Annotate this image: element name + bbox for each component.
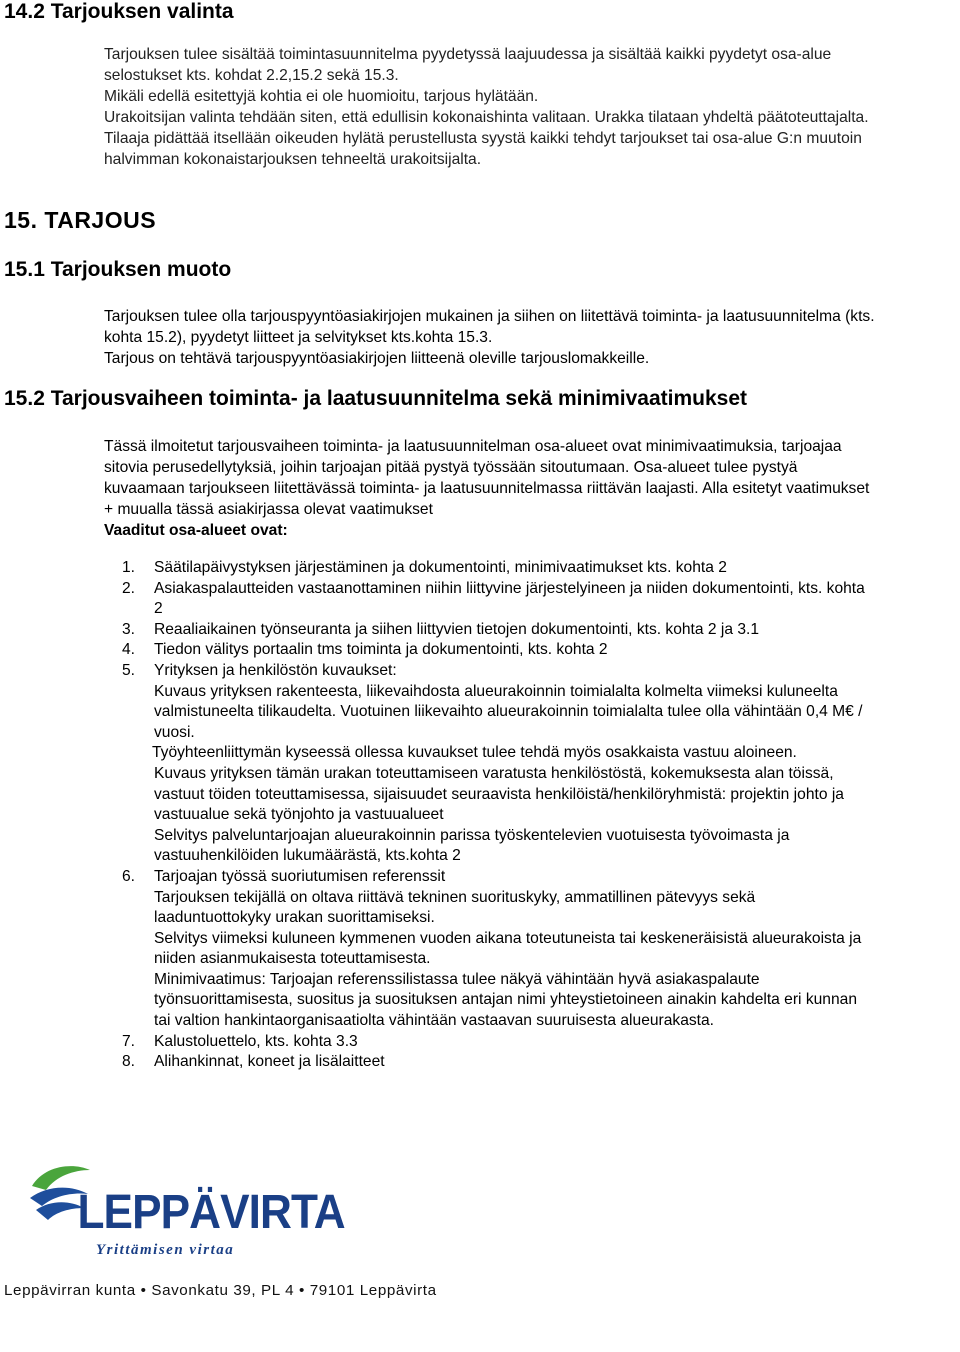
list-text: Reaaliaikainen työnseuranta ja siihen liittyvien tietojen dokumentointi, kts. kohta 2 ja 3.1 xyxy=(154,620,760,638)
list-subparagraph: Tarjouksen tekijällä on oltava riittävä tekninen suorituskyky, ammatillinen pätevyys sekä laaduntuottokyky urakan suorittamiseksi. xyxy=(154,888,756,927)
requirements-list xyxy=(104,558,874,1073)
list-text: Asiakaspalautteiden vastaanottaminen niihin liittyvine järjestelyineen ja niiden dokumentointi, kts. kohta 2 xyxy=(154,579,865,618)
section-15-2-intro xyxy=(104,436,880,541)
list-text: Säätilapäivystyksen järjestäminen ja dokumentointi, minimivaatimukset kts. kohta 2 xyxy=(154,559,727,576)
list-number: 5. xyxy=(122,661,136,679)
logo-wordmark: LEPPÄVIRTA xyxy=(77,1184,345,1239)
logo-tagline: Yrittämisen virtaa xyxy=(96,1242,235,1258)
list-item xyxy=(104,640,874,661)
heading-15-1: 15.1 Tarjouksen muoto xyxy=(4,258,232,281)
list-subparagraph: Selvitys viimeksi kuluneen kymmenen vuoden aikana toteutuneista tai keskeneräisistä alueurakoista ja niiden asianmukaisesta toteuttamisesta. xyxy=(154,929,862,968)
list-subparagraph: Kuvaus yrityksen rakenteesta, liikevaihdosta alueurakoinnin toimialalta kolmelta viimeksi kuluneelta valmistuneelta tilikaudelta. Vuotuinen liikevaihto alueurakoinnin toimialalta tulee olla vähintään 0,4 M€ / vuosi. xyxy=(154,682,863,741)
required-label: Vaaditut osa-alueet ovat: xyxy=(104,522,288,539)
list-subparagraph: Työyhteenliittymän kyseessä ollessa kuvaukset tulee tehdä myös osakkaista vastuu aloineen. xyxy=(152,744,797,762)
list-text: Kalustoluettelo, kts. kohta 3.3 xyxy=(154,1032,358,1050)
list-number: 1. xyxy=(122,559,136,576)
list-item xyxy=(104,1052,874,1073)
leppavirta-logo xyxy=(26,1160,345,1265)
footer-address: Leppävirran kunta • Savonkatu 39, PL 4 • 79101 Leppävirta xyxy=(4,1282,437,1299)
list-number: 6. xyxy=(122,867,136,885)
list-text: Tiedon välitys portaalin tms toiminta ja dokumentointi, kts. kohta 2 xyxy=(154,641,608,659)
list-item xyxy=(104,620,874,641)
list-number: 2. xyxy=(122,579,136,597)
list-number: 3. xyxy=(122,620,136,638)
paragraph: Tarjous on tehtävä tarjouspyyntöasiakirjojen liitteenä oleville tarjouslomakkeille. xyxy=(104,350,650,367)
paragraph: Tarjouksen tulee olla tarjouspyyntöasiakirjojen mukainen ja siihen on liitettävä toiminta- ja laatusuunnitelma (kts. kohta 15.2), pyydetyt liitteet ja selvitykset kts.kohta 15.3. xyxy=(104,308,875,346)
section-14-2-body xyxy=(104,44,880,170)
heading-15-2: 15.2 Tarjousvaiheen toiminta- ja laatusuunnitelma sekä minimivaatimukset xyxy=(4,387,748,410)
list-number: 8. xyxy=(122,1053,136,1071)
list-item xyxy=(104,867,874,1032)
list-number: 4. xyxy=(122,641,136,659)
list-text: Alihankinnat, koneet ja lisälaitteet xyxy=(154,1053,385,1071)
paragraph: Tarjouksen tulee sisältää toimintasuunnitelma pyydetyssä laajuudessa ja sisältää kaikki pyydetyt osa-alue selostukset kts. kohdat 2.2,15.2 sekä 15.3. xyxy=(104,46,832,84)
list-item xyxy=(104,579,874,620)
list-subparagraph: Kuvaus yrityksen tämän urakan toteuttamiseen varatusta henkilöstöstä, kokemuksesta alan töissä, vastuut töiden toteuttamisessa, sijaisuudet seuraavista henkilöistä/henkilöryhmistä: projektin johto ja vastuualue sekä työnjohto ja vastuualueet xyxy=(154,764,844,824)
leppavirta-logo-graphic xyxy=(26,1160,345,1260)
paragraph: Urakoitsijan valinta tehdään siten, että edullisin kokonaishinta valitaan. Urakka tilataan yhdeltä päätoteuttajalta. xyxy=(104,109,869,126)
list-item xyxy=(104,661,874,867)
list-text: Yrityksen ja henkilöstön kuvaukset: xyxy=(154,661,397,679)
list-number: 7. xyxy=(122,1032,136,1050)
list-item xyxy=(104,1032,874,1053)
section-15-1-body xyxy=(104,306,880,369)
paragraph: Mikäli edellä esitettyjä kohtia ei ole huomioitu, tarjous hylätään. xyxy=(104,88,539,105)
list-subparagraph: Minimivaatimus: Tarjoajan referenssilistassa tulee näkyä vähintään hyvä asiakaspalaute työnsuorittamisesta, suositus ja suosituksen antajan nimi yhteystietoineen ainakin kahdelta eri kunnan tai valtion hankintaorganisaatiolta vähintään vastaavan suuruisesta alueurakasta. xyxy=(154,970,857,1030)
list-item xyxy=(104,558,874,579)
paragraph: Tilaaja pidättää itsellään oikeuden hylätä perustellusta syystä kaikki tehdyt tarjoukset tai osa-alue G:n muutoin halvimman kokonaistarjouksen tehneeltä urakoitsijalta. xyxy=(104,130,862,168)
heading-15: 15. TARJOUS xyxy=(4,207,157,233)
list-subparagraph: Selvitys palveluntarjoajan alueurakoinnin parissa työskentelevien vuotuisesta työvoimasta ja vastuuhenkilöiden lukumäärästä, kts.kohta 2 xyxy=(154,826,790,865)
heading-14-2: 14.2 Tarjouksen valinta xyxy=(4,0,234,23)
list-text: Tarjoajan työssä suoriutumisen referenssit xyxy=(154,867,446,885)
paragraph: Tässä ilmoitetut tarjousvaiheen toiminta- ja laatusuunnitelman osa-alueet ovat minimivaatimuksia, tarjoajaa sitovia perusedellytyksiä, joihin tarjoajan pitää pystyä työssään sitoutumaan. Osa-alueet tulee pystyä kuvaamaan tarjoukseen liitettävässä toiminta- ja laatusuunnitelmassa riittävän laajasti. Alla esitetyt vaatimukset + muualla tässä asiakirjassa olevat vaatimukset xyxy=(104,438,870,518)
